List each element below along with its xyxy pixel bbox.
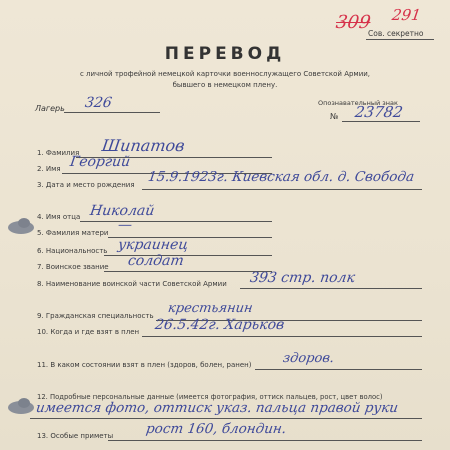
- secrecy-label: Сов. секретно: [368, 29, 424, 38]
- field-line-rank: [104, 271, 272, 272]
- camp-label: Лагерь: [35, 104, 65, 113]
- document-number-crossed: 309: [334, 12, 372, 33]
- badge-value: 23782: [353, 103, 405, 121]
- field-value-features: рост 160, блондин.: [144, 421, 288, 437]
- field-value-mother: —: [116, 217, 134, 233]
- field-label-profession: 9. Гражданская специальность: [37, 312, 154, 320]
- field-line-features: [108, 440, 422, 441]
- badge-label: Опознавательный знак: [318, 99, 398, 107]
- field-value-birth: 15.9.1923г. Киевская обл. д. Свобода: [146, 169, 416, 185]
- field-label-unit: 8. Наименование воинской части Советской Армии: [37, 280, 227, 288]
- hole-punch-mark-1: [8, 221, 34, 234]
- field-value-profession: крестьянин: [166, 301, 254, 316]
- field-label-name: 2. Имя: [37, 165, 61, 173]
- subtitle-line-2: бывшего в немецком плену.: [172, 81, 278, 89]
- field-line-father: [80, 221, 272, 222]
- field-line-condition: [255, 369, 422, 370]
- field-label-nationality: 6. Национальность: [37, 247, 108, 255]
- hole-punch-mark-2: [8, 401, 34, 414]
- field-value-rank: солдат: [126, 253, 185, 269]
- secrecy-underline: [366, 39, 434, 40]
- field-line-unit: [240, 288, 422, 289]
- field-value-nationality: украинец: [116, 237, 190, 253]
- field-label-mother: 5. Фамилия матери: [37, 229, 109, 237]
- field-value-personal-data: имеется фото, оттиск указ. пальца правой руки: [34, 400, 400, 416]
- field-label-father: 4. Имя отца: [37, 213, 81, 221]
- field-label-captured: 10. Когда и где взят в плен: [37, 328, 140, 336]
- field-label-condition: 11. В каком состоянии взят в плен (здоров, болен, ранен): [37, 361, 252, 369]
- field-value-name: Георгий: [68, 154, 132, 170]
- camp-value: 326: [83, 95, 113, 111]
- field-value-unit: 393 стр. полк: [248, 270, 356, 286]
- field-value-surname: Шипатов: [100, 136, 186, 155]
- subtitle-line-1: с личной трофейной немецкой карточки военнослужащего Советской Армии,: [79, 70, 371, 78]
- field-label-birth: 3. Дата и место рождения: [37, 181, 135, 189]
- badge-line: [342, 121, 420, 122]
- field-line-personal-data: [30, 418, 422, 419]
- field-line-birth: [142, 189, 422, 190]
- document-number: 291: [390, 6, 422, 24]
- field-value-condition: здоров.: [281, 351, 336, 366]
- field-label-features: 13. Особые приметы: [37, 432, 114, 440]
- badge-no-label: №: [330, 112, 339, 121]
- field-label-surname: 1. Фамилия: [37, 149, 80, 157]
- camp-line: [64, 112, 160, 113]
- field-label-rank: 7. Воинское звание: [37, 263, 109, 271]
- field-label-personal-data: 12. Подробные персональные данные (имеется фотография, оттиск пальцев, рост, цвет волос): [37, 393, 383, 401]
- field-value-captured: 26.5.42г. Харьков: [153, 317, 286, 333]
- field-value-father: Николай: [88, 203, 156, 219]
- page-title: ПЕРЕВОД: [164, 44, 286, 64]
- field-line-captured: [142, 336, 422, 337]
